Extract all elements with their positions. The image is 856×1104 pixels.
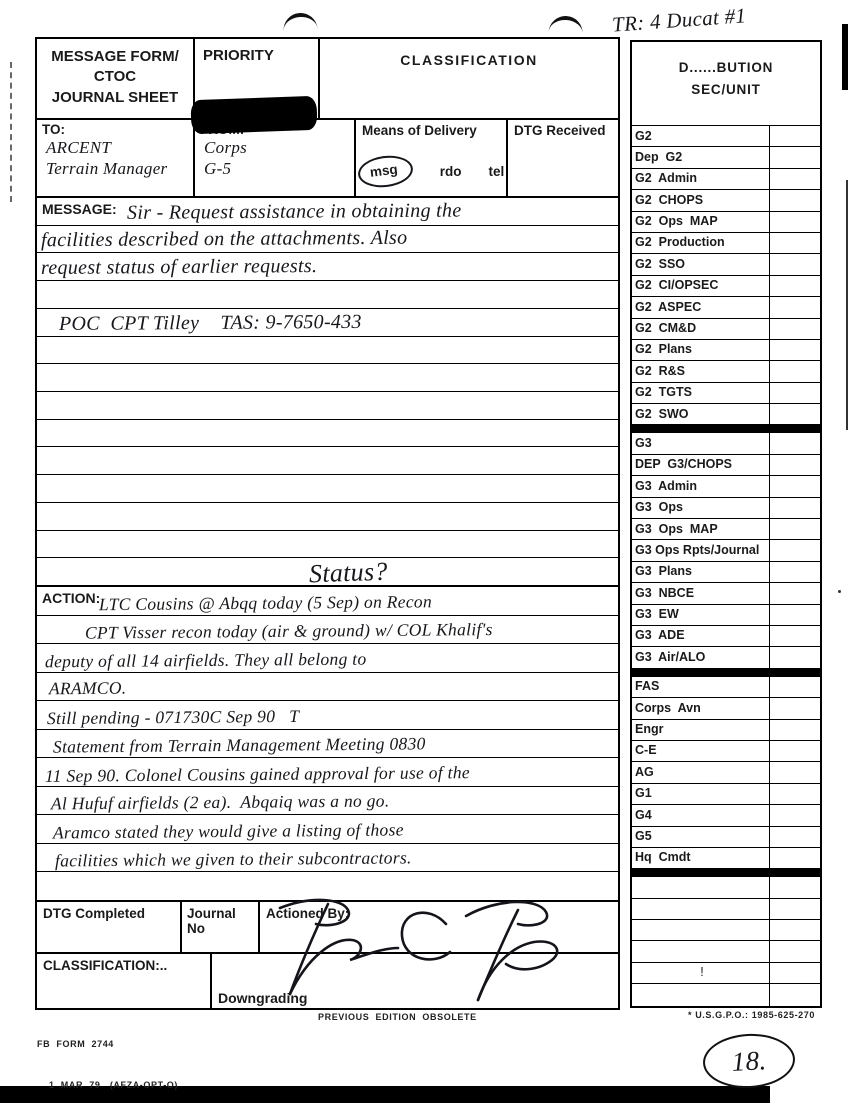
distribution-row-checkcell xyxy=(770,647,820,667)
distribution-row-checkcell xyxy=(770,190,820,210)
distribution-row xyxy=(632,383,820,404)
form-title-line: JOURNAL SHEET xyxy=(51,88,179,106)
msg-ruled-line xyxy=(37,447,618,475)
dtg-received-box xyxy=(508,120,618,196)
classification-box xyxy=(320,39,618,118)
distribution-row-checkcell xyxy=(770,677,820,697)
page-number: 18. xyxy=(730,1044,768,1077)
distribution-row-label xyxy=(632,877,770,897)
distribution-row-label: FAS xyxy=(632,677,770,697)
handwritten-text: Still pending - 071730C Sep 90 T xyxy=(46,705,300,728)
action-ruled-line xyxy=(37,758,618,787)
distribution-row-label: G3 Ops MAP xyxy=(632,519,770,539)
distribution-row-label: ! xyxy=(632,963,770,983)
distribution-row-checkcell xyxy=(770,984,820,1005)
distribution-row xyxy=(632,540,820,561)
distribution-row-checkcell xyxy=(770,963,820,983)
status-handwritten-note: Status? xyxy=(308,556,389,589)
distribution-row-label: G3 Ops xyxy=(632,498,770,518)
distribution-row-checkcell xyxy=(770,498,820,518)
means-of-delivery-box xyxy=(356,120,508,196)
distribution-row xyxy=(632,498,820,519)
distribution-row-label: G2 CI/OPSEC xyxy=(632,276,770,296)
distribution-row xyxy=(632,297,820,318)
dtg-completed-label: DTG Completed xyxy=(37,902,182,952)
distribution-row-label: G2 CHOPS xyxy=(632,190,770,210)
priority-box xyxy=(195,39,320,118)
msg-ruled-line xyxy=(37,475,618,503)
distribution-row xyxy=(632,605,820,626)
page-number-circle xyxy=(702,1032,797,1091)
distribution-row-label: G2 ASPEC xyxy=(632,297,770,317)
distribution-row-label: G2 SWO xyxy=(632,404,770,424)
distribution-row xyxy=(632,254,820,275)
routing-row xyxy=(37,120,618,198)
distribution-row-checkcell xyxy=(770,848,820,868)
distribution-row xyxy=(632,212,820,233)
to-value-handwritten: Terrain Manager xyxy=(46,159,168,179)
distribution-row xyxy=(632,126,820,147)
distribution-row xyxy=(632,433,820,454)
handwritten-text: facilities described on the attachments. Also xyxy=(40,227,408,252)
handwritten-text: Al Hufuf airfields (2 ea). Abqaiq was a no go. xyxy=(50,790,390,814)
journal-no-label: Journal No xyxy=(182,902,260,952)
scan-edge-artifact xyxy=(842,24,848,90)
distribution-row xyxy=(632,762,820,783)
distribution-row-checkcell xyxy=(770,233,820,253)
means-of-delivery-label: Means of Delivery xyxy=(362,123,477,138)
distribution-row xyxy=(632,963,820,984)
distribution-body xyxy=(632,126,820,1006)
distribution-row-label: G4 xyxy=(632,805,770,825)
distribution-row xyxy=(632,626,820,647)
distribution-row xyxy=(632,877,820,898)
handwritten-text: CPT Visser recon today (air & ground) w/ COL Khalif's xyxy=(84,619,493,643)
signature xyxy=(250,890,580,1008)
handwritten-text: deputy of all 14 airfields. They all belong to xyxy=(44,648,367,672)
distribution-header-line: D......BUTION xyxy=(678,60,774,75)
distribution-row-label xyxy=(632,920,770,940)
distribution-row-label: G2 SSO xyxy=(632,254,770,274)
msg-ruled-line xyxy=(37,253,618,281)
message-label: MESSAGE: xyxy=(42,201,117,217)
distribution-row-checkcell xyxy=(770,361,820,381)
dtg-received-label: DTG Received xyxy=(514,123,606,138)
distribution-row xyxy=(632,147,820,168)
distribution-row-checkcell xyxy=(770,605,820,625)
action-ruled-line xyxy=(37,587,618,616)
distribution-row-checkcell xyxy=(770,827,820,847)
form-id-line: FB FORM 2744 xyxy=(37,1039,114,1049)
distribution-row-checkcell xyxy=(770,319,820,339)
distribution-header xyxy=(632,42,820,126)
edition-note-print: PREVIOUS EDITION OBSOLETE xyxy=(318,1012,477,1022)
distribution-row-label: G3 xyxy=(632,433,770,453)
distribution-row-label: G2 TGTS xyxy=(632,383,770,403)
action-ruled-line xyxy=(37,730,618,759)
distribution-row xyxy=(632,920,820,941)
distribution-row xyxy=(632,984,820,1005)
distribution-row-checkcell xyxy=(770,899,820,919)
distribution-row-label: Corps Avn xyxy=(632,698,770,718)
action-ruled-line xyxy=(37,673,618,702)
distribution-row-label xyxy=(632,941,770,961)
distribution-row-checkcell xyxy=(770,920,820,940)
form-id-print xyxy=(37,1011,178,1104)
distribution-row xyxy=(632,361,820,382)
distribution-row-checkcell xyxy=(770,254,820,274)
distribution-row-checkcell xyxy=(770,562,820,582)
msg-ruled-line xyxy=(37,364,618,392)
from-value-handwritten: G-5 xyxy=(204,159,232,179)
handwritten-text: Aramco stated they would give a listing of those xyxy=(52,819,404,843)
distribution-row-label: G3 Plans xyxy=(632,562,770,582)
distribution-row-checkcell xyxy=(770,297,820,317)
priority-label: PRIORITY xyxy=(203,47,274,64)
distribution-row-checkcell xyxy=(770,762,820,782)
classification-label: CLASSIFICATION xyxy=(400,52,538,68)
distribution-row-label: G2 xyxy=(632,126,770,146)
pen-arc-mark xyxy=(549,15,584,35)
distribution-row xyxy=(632,647,820,668)
msg-ruled-line xyxy=(37,309,618,337)
distribution-row-label: G2 Plans xyxy=(632,340,770,360)
distribution-row xyxy=(632,720,820,741)
distribution-row-checkcell xyxy=(770,877,820,897)
action-ruled-line xyxy=(37,701,618,730)
form-title xyxy=(37,39,195,118)
action-ruled-line xyxy=(37,616,618,645)
action-label: ACTION: xyxy=(42,590,101,606)
distribution-row-label: G3 EW xyxy=(632,605,770,625)
distribution-row xyxy=(632,805,820,826)
distribution-row-label: AG xyxy=(632,762,770,782)
gpo-note-print: * U.S.G.P.O.: 1985-625-270 xyxy=(688,1010,815,1020)
action-section xyxy=(37,585,618,902)
delivery-option-rdo: rdo xyxy=(439,164,462,179)
distribution-row-checkcell xyxy=(770,126,820,146)
distribution-row-checkcell xyxy=(770,147,820,167)
scan-speck xyxy=(838,590,841,593)
distribution-row-checkcell xyxy=(770,404,820,424)
distribution-row-checkcell xyxy=(770,455,820,475)
actioned-by-label: Actioned By: xyxy=(266,906,350,921)
distribution-row-label: Engr xyxy=(632,720,770,740)
msg-ruled-line xyxy=(37,420,618,448)
distribution-row xyxy=(632,848,820,869)
distribution-row-label: DEP G3/CHOPS xyxy=(632,455,770,475)
message-form xyxy=(35,37,620,1010)
distribution-row xyxy=(632,827,820,848)
distribution-row-label xyxy=(632,899,770,919)
action-ruled-line xyxy=(37,644,618,673)
distribution-group-separator xyxy=(632,869,820,877)
distribution-row-checkcell xyxy=(770,383,820,403)
form-title-line: CTOC xyxy=(93,68,137,86)
distribution-row-checkcell xyxy=(770,698,820,718)
distribution-row-label: G3 Admin xyxy=(632,476,770,496)
scan-edge-artifact xyxy=(846,180,848,430)
msg-ruled-line xyxy=(37,281,618,309)
distribution-row-checkcell xyxy=(770,805,820,825)
redaction-mark xyxy=(190,96,317,134)
downgrading-label: Downgrading xyxy=(218,990,308,1006)
distribution-row xyxy=(632,190,820,211)
distribution-row xyxy=(632,340,820,361)
distribution-row-label xyxy=(632,984,770,1005)
distribution-row-checkcell xyxy=(770,169,820,189)
msg-ruled-line xyxy=(37,226,618,254)
handwritten-text: LTC Cousins @ Abqq today (5 Sep) on Recon xyxy=(98,590,433,614)
distribution-row-checkcell xyxy=(770,941,820,961)
scan-edge-artifact xyxy=(10,62,12,202)
distribution-group-separator xyxy=(632,669,820,677)
distribution-row-label: G2 Admin xyxy=(632,169,770,189)
action-ruled-line xyxy=(37,844,618,873)
distribution-row-label: G5 xyxy=(632,827,770,847)
delivery-option-msg-circled: msg xyxy=(356,153,414,190)
distribution-row-checkcell xyxy=(770,626,820,646)
delivery-option-tel: tel xyxy=(488,164,505,179)
distribution-row xyxy=(632,784,820,805)
distribution-row xyxy=(632,404,820,425)
classification-footer-label: CLASSIFICATION:.. xyxy=(37,954,212,1008)
distribution-row xyxy=(632,899,820,920)
distribution-row-label: G3 ADE xyxy=(632,626,770,646)
distribution-row xyxy=(632,233,820,254)
distribution-row-label: G3 Ops Rpts/Journal xyxy=(632,540,770,560)
handwritten-text: Sir - Request assistance in obtaining the xyxy=(126,199,462,224)
distribution-header-line: SEC/UNIT xyxy=(691,81,761,97)
distribution-group-separator xyxy=(632,425,820,433)
distribution-row xyxy=(632,476,820,497)
distribution-row-checkcell xyxy=(770,741,820,761)
msg-ruled-line xyxy=(37,531,618,559)
distribution-row xyxy=(632,941,820,962)
distribution-row-checkcell xyxy=(770,784,820,804)
distribution-row xyxy=(632,583,820,604)
distribution-row-checkcell xyxy=(770,276,820,296)
distribution-table xyxy=(630,40,822,1008)
distribution-row xyxy=(632,562,820,583)
distribution-row-label: G2 CM&D xyxy=(632,319,770,339)
distribution-row xyxy=(632,276,820,297)
distribution-row-label: G3 NBCE xyxy=(632,583,770,603)
distribution-row-label: G2 Ops MAP xyxy=(632,212,770,232)
msg-ruled-line xyxy=(37,392,618,420)
distribution-row-checkcell xyxy=(770,720,820,740)
distribution-row-checkcell xyxy=(770,340,820,360)
distribution-row-checkcell xyxy=(770,476,820,496)
delivery-options xyxy=(364,156,504,187)
to-value-handwritten: ARCENT xyxy=(46,138,112,157)
msg-ruled-line xyxy=(37,503,618,531)
handwritten-text: POC CPT Tilley TAS: 9-7650-433 xyxy=(58,310,362,335)
msg-ruled-line xyxy=(37,337,618,365)
handwritten-text: ARAMCO. xyxy=(48,677,127,699)
distribution-row-label: C-E xyxy=(632,741,770,761)
distribution-row-checkcell xyxy=(770,583,820,603)
distribution-row xyxy=(632,519,820,540)
distribution-row-checkcell xyxy=(770,519,820,539)
distribution-row xyxy=(632,319,820,340)
form-id-line: 1 MAR 79 (AFZA-OPT-O) xyxy=(49,1079,179,1090)
from-value-handwritten: Corps xyxy=(204,138,248,157)
distribution-row-checkcell xyxy=(770,212,820,232)
distribution-row-label: G2 R&S xyxy=(632,361,770,381)
form-title-line: MESSAGE FORM/ xyxy=(51,48,179,65)
distribution-row-label: Hq Cmdt xyxy=(632,848,770,868)
distribution-row xyxy=(632,169,820,190)
distribution-row-label: G3 Air/ALO xyxy=(632,647,770,667)
handwritten-text: facilities which we given to their subcontractors. xyxy=(54,847,412,871)
action-ruled-line xyxy=(37,787,618,816)
distribution-row xyxy=(632,455,820,476)
handwritten-text: request status of earlier requests. xyxy=(40,255,318,280)
distribution-row-checkcell xyxy=(770,540,820,560)
distribution-row-label: Dep G2 xyxy=(632,147,770,167)
distribution-row xyxy=(632,698,820,719)
action-ruled-line xyxy=(37,815,618,844)
distribution-row-label: G2 Production xyxy=(632,233,770,253)
distribution-row xyxy=(632,677,820,698)
msg-ruled-line xyxy=(37,198,618,226)
distribution-row xyxy=(632,741,820,762)
distribution-row-checkcell xyxy=(770,433,820,453)
handwritten-text: Statement from Terrain Management Meeting 0830 xyxy=(52,733,426,757)
to-label: TO: xyxy=(42,122,65,137)
pen-arc-mark xyxy=(282,12,317,32)
form-header-row xyxy=(37,39,618,120)
distribution-row-label: G1 xyxy=(632,784,770,804)
handwritten-routing-note: TR: 4 Ducat #1 xyxy=(611,3,747,37)
to-box xyxy=(37,120,195,196)
handwritten-text: 11 Sep 90. Colonel Cousins gained approval for use of the xyxy=(44,761,471,786)
message-section xyxy=(37,198,618,589)
